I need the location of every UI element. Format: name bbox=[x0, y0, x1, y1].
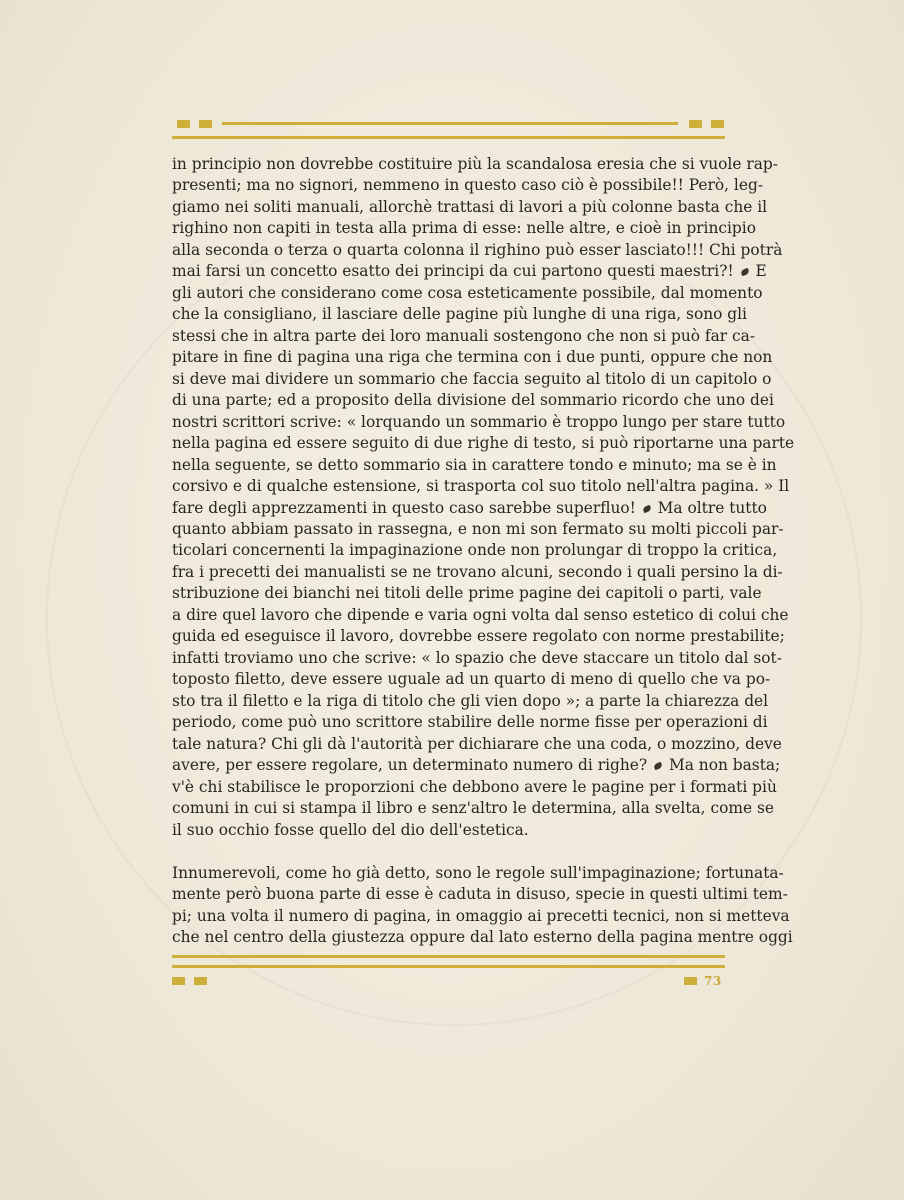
text-line bbox=[172, 712, 768, 733]
text-line bbox=[172, 218, 756, 239]
ornament-rule bbox=[172, 136, 725, 139]
ornament-rule bbox=[222, 122, 678, 125]
ornament-square bbox=[172, 977, 185, 985]
text-segment: il suo occhio fosse quello del dio dell'estetica. bbox=[172, 820, 529, 839]
text-segment: Innumerevoli, come ho già detto, sono le regole sull'impaginazione; fortunata- bbox=[172, 864, 784, 882]
paragraph bbox=[172, 863, 793, 949]
paragraph-gap bbox=[172, 841, 725, 863]
text-segment: Ma non basta; bbox=[668, 756, 781, 775]
text-segment: nella seguente, se detto sommario sia in carattere tondo e minuto; ma se è in bbox=[172, 455, 777, 474]
text-segment: avere, per essere regolare, un determinato numero di righe? bbox=[172, 756, 648, 775]
text-segment: guida ed eseguisce il lavoro, dovrebbe essere regolato con norme prestabilite; bbox=[172, 627, 785, 646]
text-line bbox=[172, 261, 767, 282]
text-line bbox=[172, 755, 781, 776]
text-segment: pitare in fine di pagina una riga che termina con i due punti, oppure che non bbox=[172, 348, 773, 367]
ornament-square bbox=[194, 977, 207, 985]
text-line bbox=[172, 820, 725, 841]
text-line bbox=[172, 863, 784, 884]
text-line bbox=[172, 326, 756, 347]
text-segment: ticolari concernenti la impaginazione onde non prolungar di troppo la critica, bbox=[172, 541, 778, 560]
text-segment: stessi che in altra parte dei loro manuali sostengono che non si può far ca- bbox=[172, 326, 756, 345]
text-line bbox=[172, 154, 778, 175]
text-line bbox=[172, 734, 782, 755]
text-segment: righino non capiti in testa alla prima di esse: nelle altre, e cioè in principio bbox=[172, 219, 756, 238]
text-segment: stribuzione dei bianchi nei titoli delle prime pagine dei capitoli o parti, vale bbox=[172, 584, 762, 603]
text-line bbox=[172, 648, 782, 669]
text-segment: E bbox=[755, 262, 767, 281]
ornament-rule bbox=[172, 965, 725, 968]
text-segment: giamo nei soliti manuali, allorchè trattasi di lavori a più colonne basta che il bbox=[172, 197, 768, 216]
text-line bbox=[172, 626, 785, 647]
text-segment: quanto abbiam passato in rassegna, e non mi son fermato su molti piccoli par- bbox=[172, 519, 784, 538]
text-segment: periodo, come può uno scrittore stabilire delle norme fisse per operazioni di bbox=[172, 713, 768, 732]
text-line bbox=[172, 304, 747, 325]
text-segment: fra i precetti dei manualisti se ne trovano alcuni, secondo i quali persino la di- bbox=[172, 562, 783, 581]
text-line bbox=[172, 433, 795, 454]
text-line bbox=[172, 455, 777, 476]
text-segment: v'è chi stabilisce le proporzioni che debbono avere le pagine per i formati più bbox=[172, 777, 777, 796]
text-line bbox=[172, 175, 764, 196]
text-segment: alla seconda o terza o quarta colonna il righino può esser lasciato!!! Chi potrà bbox=[172, 240, 783, 259]
text-segment: comuni in cui si stampa il libro e senz'altro le determina, alla svelta, come se bbox=[172, 799, 774, 818]
text-line bbox=[172, 777, 777, 798]
text-segment: nella pagina ed essere seguito di due righe di testo, si può riportarne una parte bbox=[172, 434, 795, 453]
body-text bbox=[172, 154, 795, 949]
text-segment: toposto filetto, deve essere uguale ad un quarto di meno di quello che va po- bbox=[172, 670, 771, 689]
fleuron-icon bbox=[642, 504, 652, 512]
text-segment: mente però buona parte di esse è caduta in disuso, specie in questi ultimi tem- bbox=[172, 885, 788, 904]
ornament-square bbox=[177, 120, 190, 128]
text-line bbox=[172, 498, 767, 519]
text-line bbox=[172, 927, 793, 948]
text-line bbox=[172, 562, 783, 583]
text-segment: pi; una volta il numero di pagina, in omaggio ai precetti tecnici, non si metteva bbox=[172, 906, 790, 925]
text-segment: che la consigliano, il lasciare delle pagine più lunghe di una riga, sono gli bbox=[172, 305, 747, 324]
ornament-square bbox=[684, 977, 697, 985]
text-line bbox=[172, 884, 788, 905]
text-segment: tale natura? Chi gli dà l'autorità per dichiarare che una coda, o mozzino, deve bbox=[172, 734, 782, 753]
text-line bbox=[172, 798, 774, 819]
text-line bbox=[172, 412, 786, 433]
text-segment: fare degli apprezzamenti in questo caso sarebbe superfluo! bbox=[172, 498, 636, 517]
text-line bbox=[172, 369, 772, 390]
paragraph bbox=[172, 154, 795, 841]
text-line bbox=[172, 476, 790, 497]
text-segment: Ma oltre tutto bbox=[657, 498, 767, 517]
ornament-square bbox=[711, 120, 724, 128]
text-line bbox=[172, 283, 763, 304]
text-line bbox=[172, 669, 771, 690]
page-number: 73 bbox=[704, 974, 722, 988]
text-segment: di una parte; ed a proposito della divisione del sommario ricordo che uno dei bbox=[172, 391, 774, 410]
text-segment: che nel centro della giustezza oppure dal lato esterno della pagina mentre oggi bbox=[172, 928, 793, 947]
text-segment: si deve mai dividere un sommario che faccia seguito al titolo di un capitolo o bbox=[172, 369, 772, 388]
text-line bbox=[172, 347, 773, 368]
text-segment: in principio non dovrebbe costituire più la scandalosa eresia che si vuole rap- bbox=[172, 155, 778, 173]
text-segment: corsivo e di qualche estensione, si trasporta col suo titolo nell'altra pagina. » Il bbox=[172, 477, 790, 496]
text-line bbox=[172, 390, 774, 411]
text-line bbox=[172, 906, 790, 927]
text-segment: nostri scrittori scrive: « lorquando un sommario è troppo lungo per stare tutto bbox=[172, 412, 786, 431]
text-segment: infatti troviamo uno che scrive: « lo spazio che deve staccare un titolo dal sot- bbox=[172, 648, 782, 667]
text-segment: gli autori che considerano come cosa esteticamente possibile, dal momento bbox=[172, 283, 763, 302]
fleuron-icon bbox=[740, 268, 750, 276]
text-line bbox=[172, 605, 789, 626]
text-segment: mai farsi un concetto esatto dei principi da cui partono questi maestri?! bbox=[172, 262, 734, 281]
text-line bbox=[172, 197, 768, 218]
text-line bbox=[172, 240, 783, 261]
text-line bbox=[172, 519, 784, 540]
text-segment: sto tra il filetto e la riga di titolo che gli vien dopo »; a parte la chiarezza del bbox=[172, 691, 769, 710]
text-line bbox=[172, 691, 769, 712]
text-segment: a dire quel lavoro che dipende e varia ogni volta dal senso estetico di colui che bbox=[172, 605, 789, 624]
text-segment: presenti; ma no signori, nemmeno in questo caso ciò è possibile!! Però, leg- bbox=[172, 176, 764, 195]
fleuron-icon bbox=[653, 762, 663, 770]
ornament-rule bbox=[172, 955, 725, 958]
ornament-square bbox=[689, 120, 702, 128]
text-line bbox=[172, 583, 762, 604]
ornament-square bbox=[199, 120, 212, 128]
text-line bbox=[172, 540, 778, 561]
